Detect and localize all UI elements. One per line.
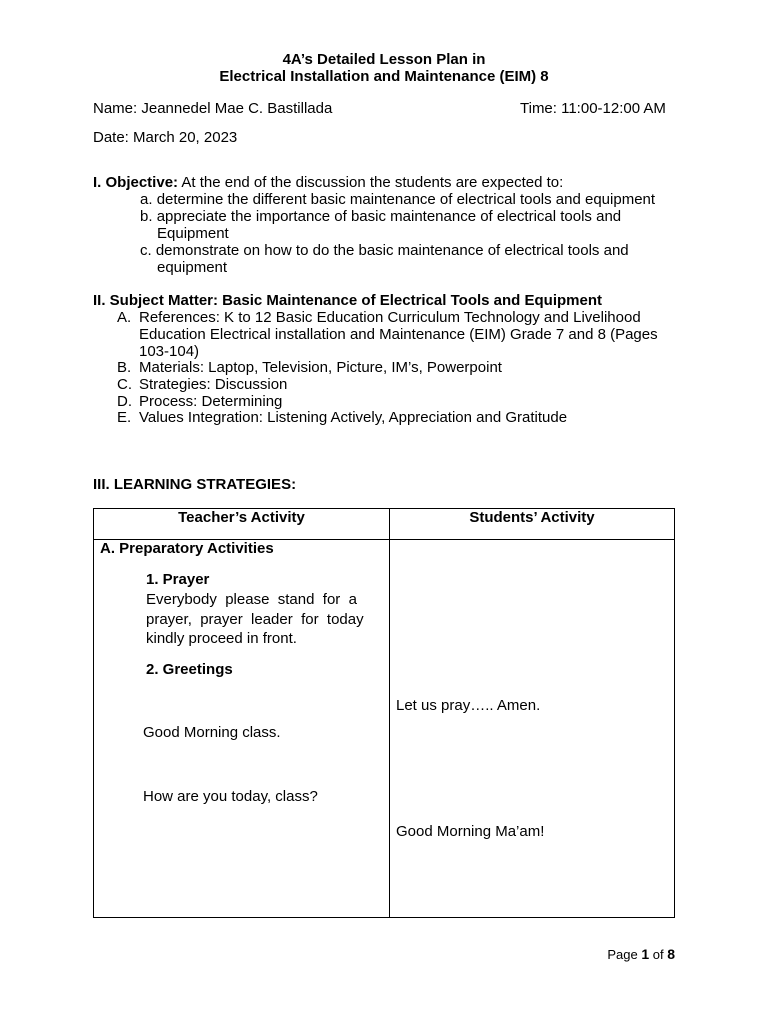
subject-item-text: Process: Determining bbox=[139, 393, 283, 410]
subject-item-letter: A. bbox=[117, 309, 132, 326]
objective-heading: I. Objective: bbox=[93, 174, 179, 191]
objective-item-text: appreciate the importance of basic maintenance of electrical tools and bbox=[156, 208, 622, 225]
subject-matter-item-e bbox=[117, 409, 707, 426]
lesson-activity-table bbox=[93, 508, 675, 918]
subject-item-text-cont: 103-104) bbox=[139, 343, 200, 360]
col-header-students bbox=[390, 509, 675, 540]
page-word: Page bbox=[607, 947, 642, 962]
objective-item-letter: a. bbox=[140, 191, 153, 208]
objective-section bbox=[93, 174, 693, 191]
objective-intro: At the end of the discussion the students are expected to: bbox=[178, 174, 564, 191]
objective-item-text: demonstrate on how to do the basic maintenance of electrical tools and bbox=[155, 242, 629, 259]
subject-item-letter: B. bbox=[117, 359, 132, 376]
teacher-cell bbox=[94, 540, 390, 918]
objective-item-a bbox=[140, 191, 700, 208]
subject-item-text: References: K to 12 Basic Education Curriculum Technology and Livelihood bbox=[139, 309, 641, 326]
lesson-date: Date: March 20, 2023 bbox=[93, 129, 238, 146]
col-header-students-label: Students’ Activity bbox=[469, 509, 595, 526]
subject-matter-item-a bbox=[117, 309, 707, 360]
teacher-cell-content bbox=[94, 540, 389, 917]
subject-matter-item-d bbox=[117, 393, 707, 410]
total-pages: 8 bbox=[667, 946, 675, 962]
student-greeting-response: Good Morning Ma’am! bbox=[396, 823, 545, 840]
objective-item-letter: c. bbox=[140, 242, 152, 259]
prayer-heading: 1. Prayer bbox=[146, 571, 210, 588]
subject-item-text: Materials: Laptop, Television, Picture, IM’s, Powerpoint bbox=[139, 359, 502, 376]
students-cell-content bbox=[390, 540, 674, 917]
prayer-line-1: Everybody please stand for a bbox=[146, 591, 357, 608]
subject-matter-heading: II. Subject Matter: Basic Maintenance of Electrical Tools and Equipment bbox=[93, 292, 602, 309]
subject-matter-item-b bbox=[117, 359, 707, 376]
prayer-line-2: prayer, prayer leader for today bbox=[146, 610, 364, 628]
current-page: 1 bbox=[641, 946, 650, 962]
subject-item-letter: E. bbox=[117, 409, 132, 426]
learning-strategies-heading: III. LEARNING STRATEGIES: bbox=[93, 476, 297, 493]
of-word: of bbox=[649, 947, 668, 962]
subject-item-letter: D. bbox=[117, 393, 132, 410]
objective-item-c bbox=[140, 242, 700, 276]
subject-item-text: Strategies: Discussion bbox=[139, 376, 288, 393]
objective-item-text-cont: equipment bbox=[157, 259, 228, 276]
teacher-greeting: Good Morning class. bbox=[143, 724, 281, 741]
table-row bbox=[94, 540, 675, 918]
subject-item-text: Values Integration: Listening Actively, Appreciation and Gratitude bbox=[139, 409, 568, 426]
col-header-teacher bbox=[94, 509, 390, 540]
objective-item-text-cont: Equipment bbox=[157, 225, 229, 242]
document-title-line2: Electrical Installation and Maintenance (EIM) 8 bbox=[219, 68, 549, 85]
subject-item-text-cont: Education Electrical installation and Maintenance (EIM) Grade 7 and 8 (Pages bbox=[139, 326, 658, 343]
class-time: Time: 11:00-12:00 AM bbox=[520, 100, 666, 117]
prayer-line-3: kindly proceed in front. bbox=[146, 630, 297, 647]
objective-item-text: determine the different basic maintenance of electrical tools and equipment bbox=[156, 191, 656, 208]
page-number bbox=[607, 946, 675, 962]
teacher-question: How are you today, class? bbox=[143, 788, 318, 805]
subject-matter-item-c bbox=[117, 376, 707, 393]
table-header-row bbox=[94, 509, 675, 540]
document-title-line1: 4A’s Detailed Lesson Plan in bbox=[282, 51, 486, 68]
subject-item-letter: C. bbox=[117, 376, 132, 393]
teacher-name: Name: Jeannedel Mae C. Bastillada bbox=[93, 100, 333, 117]
students-cell bbox=[390, 540, 675, 918]
greetings-heading: 2. Greetings bbox=[146, 661, 233, 678]
student-prayer-response: Let us pray….. Amen. bbox=[396, 697, 541, 714]
objective-item-b bbox=[140, 208, 700, 242]
col-header-teacher-label: Teacher’s Activity bbox=[178, 509, 305, 526]
objective-item-letter: b. bbox=[140, 208, 153, 225]
prayer-instructions bbox=[146, 590, 382, 649]
section-a-heading: A. Preparatory Activities bbox=[100, 540, 274, 557]
